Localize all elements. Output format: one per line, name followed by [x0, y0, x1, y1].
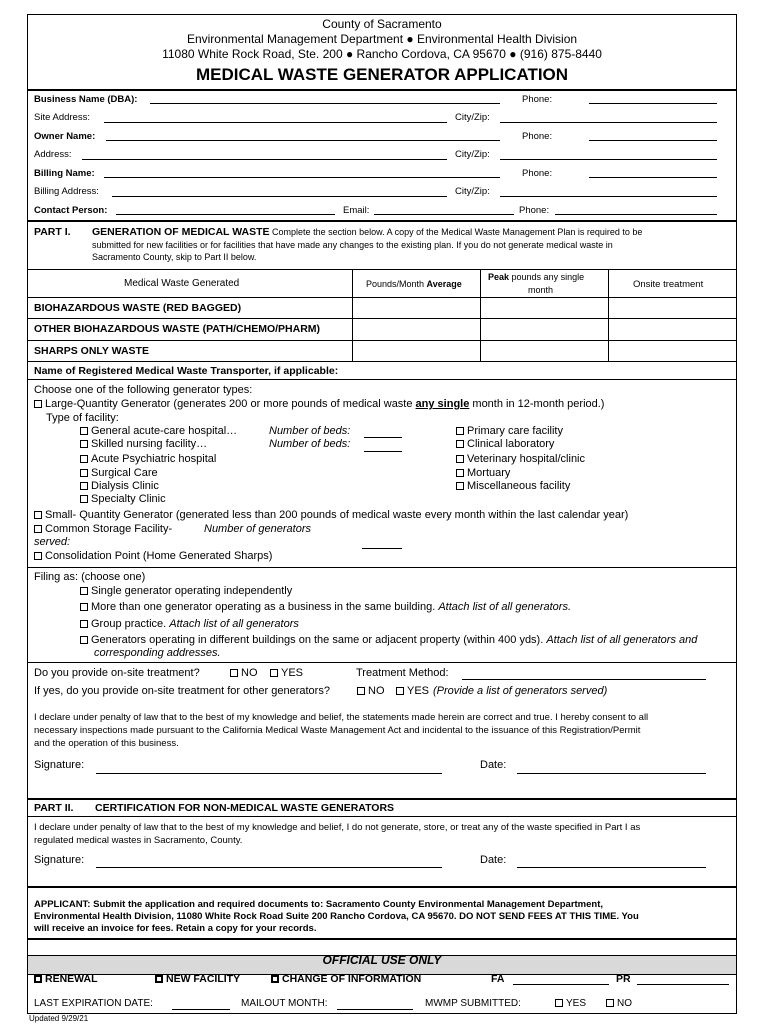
phone-field-4[interactable]: [555, 214, 717, 215]
pr-label: PR: [616, 973, 631, 985]
option-label: Consolidation Point (Home Generated Sharps): [45, 550, 273, 562]
consolidation-option[interactable]: [34, 550, 272, 562]
part2-text-2: regulated medical wastes in Sacramento, County.: [34, 835, 243, 846]
mwmp-yes-option[interactable]: [555, 998, 586, 1009]
small-quantity-checkbox[interactable]: [34, 511, 42, 519]
large-quantity-option[interactable]: [34, 398, 604, 410]
checkbox[interactable]: [606, 999, 614, 1007]
phone-field-1[interactable]: [589, 103, 717, 104]
billing-name-field[interactable]: [104, 177, 500, 178]
provide-list-note: (Provide a list of generators served): [433, 685, 608, 697]
col-pounds-a: Pounds/Month: [366, 279, 427, 289]
onsite-yes-option[interactable]: [270, 667, 303, 679]
table-row-divider: [28, 340, 736, 341]
generator-intro: Choose one of the following generator types:: [34, 384, 253, 396]
declaration-line-2: necessary inspections made pursuant to the California Medical Waste Management Act and incidental to the issuance of this Registration/Permit: [34, 725, 641, 736]
large-quantity-checkbox[interactable]: [34, 400, 42, 408]
option-note: Attach list of all generators: [169, 618, 299, 630]
facility-option-acute-psych[interactable]: [80, 453, 216, 465]
checkbox[interactable]: [230, 669, 238, 677]
col-onsite-treatment: Onsite treatment: [633, 279, 704, 290]
part1-label: PART I.: [34, 226, 71, 238]
table-header-divider: [28, 297, 736, 298]
option-label: YES: [407, 685, 430, 697]
option-label: RENEWAL: [45, 973, 98, 985]
col-peak: [488, 272, 584, 282]
business-name-label: Business Name (DBA):: [34, 94, 138, 105]
beds-label-2: Number of beds:: [269, 438, 351, 450]
col-pounds-month: [366, 279, 462, 289]
option-label: Specialty Clinic: [91, 493, 166, 505]
filing-option-multiple[interactable]: [80, 601, 571, 613]
part2-divider: [28, 798, 736, 800]
filing-option-different-buildings[interactable]: [80, 634, 697, 646]
facility-option-clinical-lab[interactable]: [456, 438, 554, 450]
facility-option-primary-care[interactable]: [456, 425, 563, 437]
consolidation-checkbox[interactable]: [34, 552, 42, 560]
table-row-sharps: SHARPS ONLY WASTE: [34, 345, 149, 357]
col-peak-month: month: [528, 285, 554, 295]
checkbox[interactable]: [456, 427, 464, 435]
col-pounds-b: Average: [426, 279, 462, 289]
last-expiration-label: LAST EXPIRATION DATE:: [34, 998, 153, 1009]
checkbox[interactable]: [396, 687, 404, 695]
filing-intro: Filing as: (choose one): [34, 571, 146, 583]
address-line: 11080 White Rock Road, Ste. 200 ● Rancho Cordova, CA 95670 ● (916) 875-8440: [162, 47, 602, 61]
declaration-line-3: and the operation of this business.: [34, 738, 179, 749]
checkbox[interactable]: [456, 455, 464, 463]
option-label: More than one generator operating as a business in the same building.: [91, 601, 439, 613]
business-name-field[interactable]: [150, 103, 500, 104]
checkbox[interactable]: [456, 482, 464, 490]
filing-option-group[interactable]: [80, 618, 299, 630]
new-facility-checkbox[interactable]: [155, 975, 163, 983]
fa-label: FA: [491, 973, 505, 985]
part1-description: [92, 226, 642, 238]
type-of-facility-label: Type of facility:: [46, 412, 119, 424]
option-label: NO: [241, 667, 258, 679]
table-row-divider: [28, 318, 736, 319]
facility-option-specialty[interactable]: [80, 493, 166, 505]
change-info-option[interactable]: [271, 973, 421, 985]
updated-date: Updated 9/29/21: [29, 1014, 89, 1023]
filing-option-single[interactable]: [80, 585, 292, 597]
owner-name-label: Owner Name:: [34, 131, 96, 142]
signature-label-1: Signature:: [34, 759, 85, 771]
large-quantity-a: Large-Quantity Generator (generates 200 or more pounds of medical waste: [45, 398, 416, 410]
option-label: Dialysis Clinic: [91, 480, 159, 492]
option-label: Small- Quantity Generator (generated less than 200 pounds of medical waste every month within the last calendar year): [45, 509, 629, 521]
col-peak-b: pounds any single: [509, 272, 585, 282]
city-zip-label-3: City/Zip:: [455, 186, 490, 197]
facility-option-misc[interactable]: [456, 480, 570, 492]
applicant-line-2: Environmental Health Division, 11080 White Rock Road Suite 200 Rancho Cordova, CA 95670. DO NOT SEND FEES AT THIS TIME. You: [34, 911, 639, 922]
official-divider: [28, 938, 736, 940]
renewal-option[interactable]: [34, 973, 98, 985]
facility-option-veterinary[interactable]: [456, 453, 585, 465]
table-row-divider: [28, 361, 736, 362]
facility-option-dialysis[interactable]: [80, 480, 159, 492]
option-note: Attach list of all generators.: [438, 601, 572, 613]
city-zip-field-1[interactable]: [500, 122, 717, 123]
mwmp-no-option[interactable]: [606, 998, 632, 1009]
mailout-month-field[interactable]: [337, 1009, 413, 1010]
col-medical-waste: Medical Waste Generated: [124, 278, 240, 289]
beds-field-2[interactable]: [364, 451, 402, 452]
phone-label-3: Phone:: [522, 168, 553, 179]
part2-label: PART II.: [34, 802, 74, 814]
email-label: Email:: [343, 205, 370, 216]
table-col-divider: [608, 269, 609, 361]
part2-text-1: I declare under penalty of law that to the best of my knowledge and belief, I do not generate, store, or treat any of the waste specified in Part I as: [34, 822, 641, 833]
billing-address-label: Billing Address:: [34, 186, 99, 197]
number-generators-field[interactable]: [362, 548, 402, 549]
declaration-line-1: I declare under penalty of law that to the best of my knowledge and belief, the statements made herein are correct and true. I hereby consent to all: [34, 712, 649, 723]
checkbox[interactable]: [270, 669, 278, 677]
billing-name-label: Billing Name:: [34, 168, 95, 179]
part2-heading-divider: [28, 816, 736, 817]
facility-option-mortuary[interactable]: [456, 467, 510, 479]
part1-desc-2: submitted for new facilities or for facilities that have made any changes to the existing plan. If you do not generate medical waste in: [92, 240, 613, 250]
option-note: Attach list of all generators and: [546, 634, 698, 646]
option-label: Veterinary hospital/clinic: [467, 453, 586, 465]
applicant-line-3: will receive an invoice for fees. Retain a copy for your records.: [34, 923, 317, 934]
date-field-1[interactable]: [517, 773, 706, 774]
applicant-divider: [28, 886, 736, 888]
common-storage-checkbox[interactable]: [34, 525, 42, 533]
option-label: Surgical Care: [91, 467, 158, 479]
checkbox[interactable]: [80, 620, 88, 628]
phone-label-4: Phone:: [519, 205, 550, 216]
onsite-no-option[interactable]: [230, 667, 258, 679]
site-address-label: Site Address:: [34, 112, 90, 123]
large-quantity-b: any single: [415, 398, 470, 410]
signature-label-2: Signature:: [34, 854, 85, 866]
change-info-checkbox[interactable]: [271, 975, 279, 983]
section-divider: [28, 662, 736, 663]
facility-option-surgical[interactable]: [80, 467, 158, 479]
pr-field[interactable]: [637, 984, 729, 985]
checkbox[interactable]: [357, 687, 365, 695]
date-field-2[interactable]: [517, 867, 706, 868]
part1-desc-3: Sacramento County, skip to Part II below.: [92, 252, 257, 262]
option-label: Clinical laboratory: [467, 438, 555, 450]
checkbox[interactable]: [456, 469, 464, 477]
renewal-checkbox[interactable]: [34, 975, 42, 983]
official-use-title: OFFICIAL USE ONLY: [322, 953, 442, 967]
option-label: CHANGE OF INFORMATION: [282, 973, 422, 985]
checkbox[interactable]: [80, 440, 88, 448]
small-quantity-option[interactable]: [34, 509, 628, 521]
treatment-method-field[interactable]: [462, 679, 706, 680]
common-storage-option[interactable]: [34, 523, 172, 535]
city-zip-field-2[interactable]: [500, 159, 717, 160]
option-label: Single generator operating independently: [91, 585, 293, 597]
department-line: Environmental Management Department ● Environmental Health Division: [186, 32, 578, 46]
checkbox[interactable]: [80, 603, 88, 611]
facility-option-skilled-nursing[interactable]: [80, 438, 207, 450]
checkbox[interactable]: [80, 482, 88, 490]
beds-field-1[interactable]: [364, 437, 402, 438]
option-label: Common Storage Facility-: [45, 523, 173, 535]
option-label: NEW FACILITY: [166, 973, 241, 985]
applicant-line-1: APPLICANT: Submit the application and required documents to: Sacramento County Environmental Management Department,: [34, 899, 604, 910]
table-top-border: [28, 269, 736, 270]
mailout-month-label: MAILOUT MONTH:: [241, 998, 328, 1009]
phone-label-2: Phone:: [522, 131, 553, 142]
contact-person-field[interactable]: [116, 214, 335, 215]
city-zip-label-1: City/Zip:: [455, 112, 490, 123]
title-divider: [28, 89, 736, 91]
option-label: NO: [617, 998, 632, 1009]
table-row-biohazardous: BIOHAZARDOUS WASTE (RED BAGGED): [34, 302, 242, 314]
checkbox[interactable]: [456, 440, 464, 448]
checkbox[interactable]: [80, 455, 88, 463]
new-facility-option[interactable]: [155, 973, 240, 985]
phone-field-3[interactable]: [589, 177, 717, 178]
owner-name-field[interactable]: [106, 140, 500, 141]
table-col-divider: [352, 269, 353, 361]
large-quantity-c: month in 12-month period.): [469, 398, 605, 410]
address-field[interactable]: [82, 159, 447, 160]
number-generators-label: Number of generators: [204, 523, 311, 535]
city-zip-label-2: City/Zip:: [455, 149, 490, 160]
option-label: Mortuary: [467, 467, 511, 479]
table-bottom-border: [28, 379, 736, 380]
page-title: MEDICAL WASTE GENERATOR APPLICATION: [195, 65, 569, 84]
part1-desc-1: Complete the section below. A copy of the Medical Waste Management Plan is required to be: [272, 227, 643, 237]
date-label-1: Date:: [480, 759, 507, 771]
section-divider: [28, 567, 736, 568]
option-label: Skilled nursing facility…: [91, 438, 208, 450]
billing-address-field[interactable]: [112, 196, 447, 197]
onsite-other-question: If yes, do you provide on-site treatment for other generators?: [34, 685, 330, 697]
option-label: YES: [281, 667, 304, 679]
part1-heading: GENERATION OF MEDICAL WASTE: [92, 226, 270, 238]
mwmp-submitted-label: MWMP SUBMITTED:: [425, 998, 521, 1009]
beds-label-1: Number of beds:: [269, 425, 351, 437]
part1-divider: [28, 220, 736, 222]
contact-person-label: Contact Person:: [34, 205, 108, 216]
form-frame: [27, 14, 737, 1014]
site-address-field[interactable]: [104, 122, 447, 123]
checkbox[interactable]: [80, 587, 88, 595]
option-label: Generators operating in different buildings on the same or adjacent property (within 400 yds).: [91, 634, 547, 646]
signature-field-1[interactable]: [96, 773, 442, 774]
option-label: NO: [368, 685, 385, 697]
checkbox[interactable]: [80, 636, 88, 644]
option-label: Acute Psychiatric hospital: [91, 453, 217, 465]
checkbox[interactable]: [80, 427, 88, 435]
option-label: Primary care facility: [467, 425, 563, 437]
option-label: YES: [566, 998, 587, 1009]
facility-option-general-acute[interactable]: [80, 425, 237, 437]
col-peak-a: Peak: [488, 272, 510, 282]
filing-option-note-cont: corresponding addresses.: [94, 647, 221, 659]
date-label-2: Date:: [480, 854, 507, 866]
option-label: Group practice.: [91, 618, 170, 630]
onsite-other-no-option[interactable]: [357, 685, 385, 697]
onsite-other-yes-option[interactable]: [396, 685, 429, 697]
last-expiration-field[interactable]: [172, 1009, 230, 1010]
option-label: Miscellaneous facility: [467, 480, 571, 492]
checkbox[interactable]: [80, 469, 88, 477]
option-label: General acute-care hospital…: [91, 425, 238, 437]
table-col-divider: [480, 269, 481, 361]
checkbox[interactable]: [555, 999, 563, 1007]
onsite-question: Do you provide on-site treatment?: [34, 667, 200, 679]
part2-heading: CERTIFICATION FOR NON-MEDICAL WASTE GENERATORS: [95, 802, 395, 814]
county-name: County of Sacramento: [322, 17, 442, 31]
transporter-label: Name of Registered Medical Waste Transporter, if applicable:: [34, 365, 339, 377]
email-field[interactable]: [374, 214, 514, 215]
treatment-method-label: Treatment Method:: [356, 667, 449, 679]
address-label: Address:: [34, 149, 72, 160]
signature-field-2[interactable]: [96, 867, 442, 868]
served-label: served:: [34, 536, 71, 548]
phone-field-2[interactable]: [589, 140, 717, 141]
city-zip-field-3[interactable]: [500, 196, 717, 197]
table-row-other-biohazardous: OTHER BIOHAZARDOUS WASTE (PATH/CHEMO/PHARM): [34, 323, 321, 335]
phone-label-1: Phone:: [522, 94, 553, 105]
fa-field[interactable]: [513, 984, 609, 985]
checkbox[interactable]: [80, 495, 88, 503]
